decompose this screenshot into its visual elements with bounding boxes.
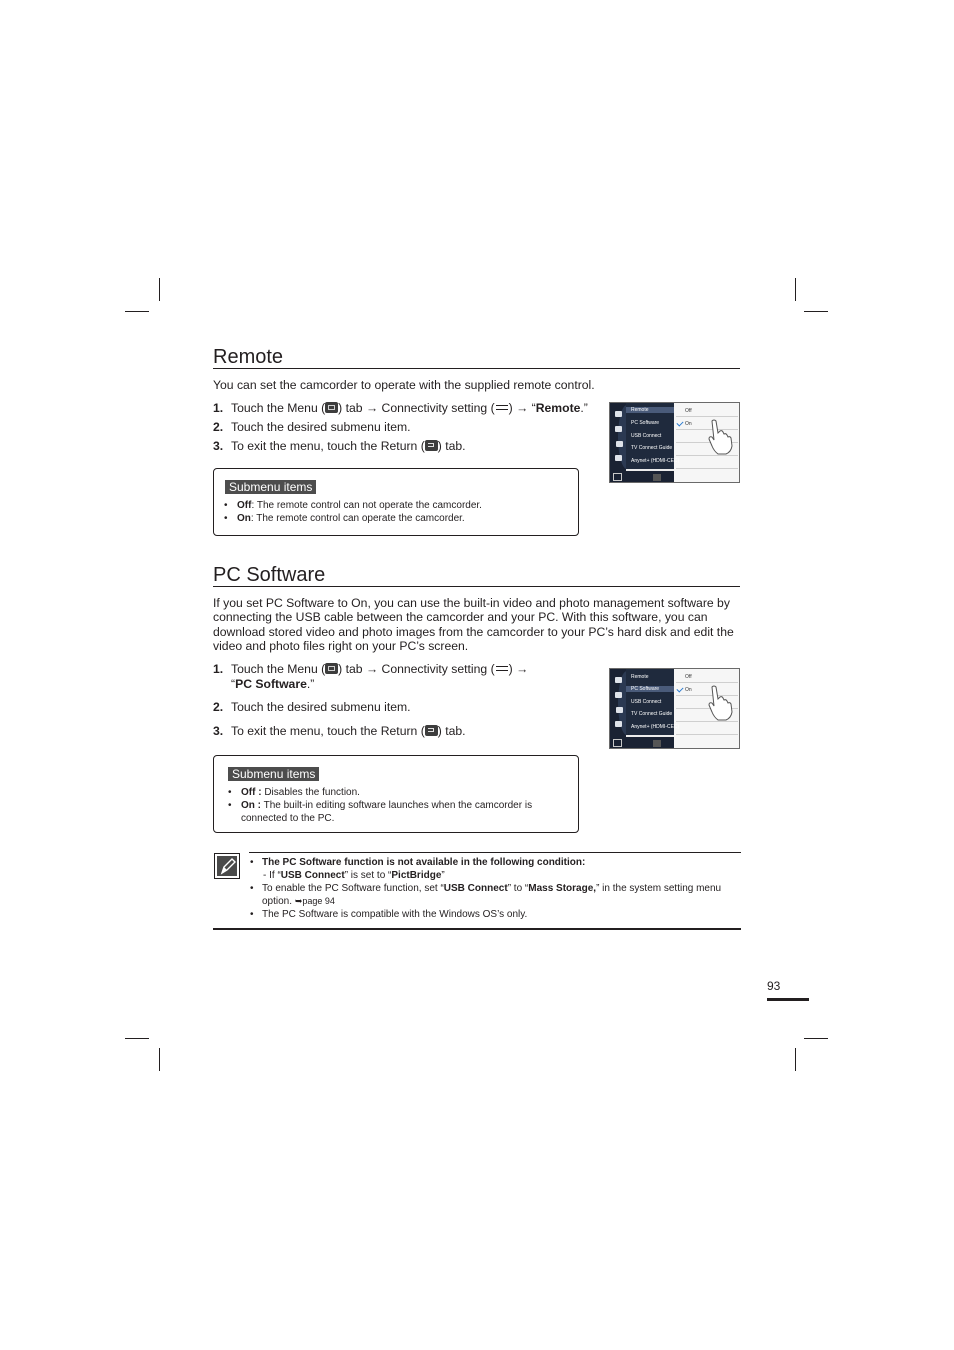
return-icon[interactable] [613, 473, 622, 481]
pencil-icon [220, 858, 236, 875]
list-item: • On : The built-in editing software launches when the camcorder is connected to the PC. [227, 799, 562, 825]
crop-mark [125, 311, 149, 312]
submenu-label: Submenu items [228, 767, 319, 781]
return-icon [425, 725, 438, 736]
pc-step-1-cont: “PC Software.” [231, 677, 315, 691]
pc-software-intro: If you set PC Software to On, you can use the built-in video and photo management software by connecting the USB cable between the camcorder and your PC. With this software, you can download stored video and photo images from the camcorder to your PC’s hard disk and edit the video and photo files right on your PC’s screen. [213, 596, 734, 653]
list-item: • The PC Software function is not available in the following condition: [249, 856, 741, 869]
crop-mark [795, 278, 796, 301]
submenu-label: Submenu items [225, 480, 316, 494]
submenu-list [227, 786, 562, 825]
menu-list-item[interactable]: USB Connect [631, 699, 662, 705]
menu-list-item[interactable]: USB Connect [631, 433, 662, 439]
menu-list-item[interactable]: TV Connect Guide [631, 445, 673, 451]
crop-mark [159, 278, 160, 301]
page-number-bar [767, 998, 809, 1001]
menu-list-item[interactable]: PC Software [626, 686, 674, 692]
remote-step-3: 3. To exit the menu, touch the Return ( ) tab. [213, 439, 466, 453]
remote-title: Remote [213, 346, 284, 368]
list-item: • To enable the PC Software function, set “USB Connect” to “Mass Storage,” in the system setting menu option. ➥page 94 [249, 882, 741, 908]
return-icon [425, 440, 438, 451]
note-rule [213, 928, 741, 930]
scroll-icon [653, 474, 661, 481]
menu-list-item[interactable]: Remote [631, 674, 649, 680]
connectivity-icon [616, 441, 623, 447]
page-number: 93 [767, 979, 781, 993]
pc-software-screen-mockup [609, 668, 740, 749]
settings-tab-icon [615, 692, 622, 698]
pc-step-3: 3. To exit the menu, touch the Return ( ) tab. [213, 724, 466, 738]
note-icon [214, 853, 240, 879]
camera-icon [615, 411, 622, 417]
pc-software-title: PC Software [213, 564, 326, 586]
menu-icon [325, 402, 338, 413]
menu-list-item[interactable]: PC Software [631, 420, 660, 426]
menu-icon [325, 663, 338, 674]
connectivity-icon [495, 402, 509, 413]
remote-submenu-box [213, 468, 579, 536]
menu-list-item[interactable]: Anynet+ (HDMI-CEC) [631, 724, 680, 730]
connectivity-icon [495, 663, 509, 674]
menu-list-item[interactable]: Remote [626, 407, 674, 413]
remote-intro: You can set the camcorder to operate with the supplied remote control. [213, 378, 595, 392]
crop-mark [804, 1038, 828, 1039]
pc-submenu-box [213, 755, 579, 833]
list-item: • Off : Disables the function. [227, 786, 562, 799]
gear-icon [615, 721, 622, 727]
option-on[interactable]: On [685, 421, 692, 427]
note-rule [249, 852, 741, 853]
submenu-list [223, 499, 568, 525]
list-item: • The PC Software is compatible with the Windows OS’s only. [249, 908, 741, 921]
return-icon[interactable] [613, 739, 622, 747]
option-off[interactable]: Off [685, 408, 692, 414]
crop-mark [804, 311, 828, 312]
crop-mark [159, 1048, 160, 1071]
menu-list-item[interactable]: Anynet+ (HDMI-CEC) [631, 458, 680, 464]
section-rule [213, 368, 740, 369]
scroll-icon [653, 740, 661, 747]
gear-icon [615, 455, 622, 461]
touch-hand-icon [706, 419, 734, 455]
list-item: • Off: The remote control can not operate the camcorder. [223, 499, 568, 512]
list-item: • On: The remote control can operate the camcorder. [223, 512, 568, 525]
crop-mark [795, 1048, 796, 1071]
settings-tab-icon [615, 426, 622, 432]
notes-list [249, 856, 741, 921]
page-reference: ➥page 94 [294, 896, 335, 906]
section-rule [213, 586, 740, 587]
option-off[interactable]: Off [685, 674, 692, 680]
pc-step-2: 2. Touch the desired submenu item. [213, 700, 411, 714]
menu-list-item[interactable]: TV Connect Guide [631, 711, 673, 717]
option-on[interactable]: On [685, 687, 692, 693]
camera-icon [615, 677, 622, 683]
remote-screen-mockup [609, 402, 740, 483]
pc-step-1: 1. Touch the Menu ( ) tab → Connectivity setting ( ) → [213, 662, 529, 676]
note-sub-item: - If “USB Connect” is set to “PictBridge” [263, 870, 445, 881]
touch-hand-icon [706, 685, 734, 721]
remote-step-2: 2. Touch the desired submenu item. [213, 420, 411, 434]
crop-mark [125, 1038, 149, 1039]
connectivity-icon [616, 707, 623, 713]
remote-step-1: 1. Touch the Menu ( ) tab → Connectivity setting ( ) → “Remote.” [213, 401, 588, 415]
